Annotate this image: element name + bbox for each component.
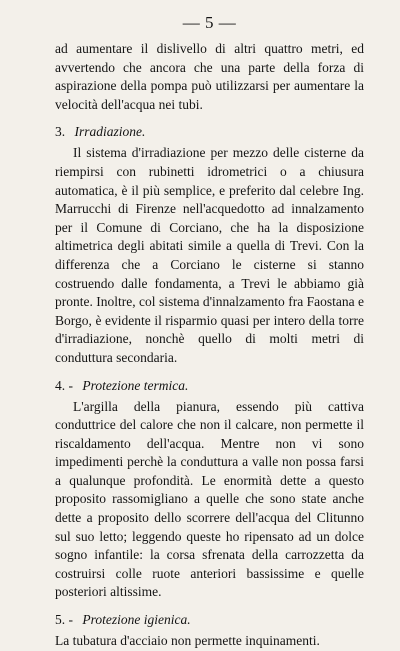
section-4-number: 4. - bbox=[55, 377, 73, 393]
section-5-title: Protezione igienica. bbox=[82, 612, 191, 628]
section-5-body: La tubatura d'acciaio non permette inquinamenti. bbox=[55, 633, 320, 649]
section-3-body: Il sistema d'irradiazione per mezzo delle cisterne da riempirsi con rubinetti idrometrici o a chiusura automatica, è il più semplice, e preferito dal celebre Ing. Marrucchi di Firenze nell'acquedotto ad innalzamento per il Comune di Corciano, che ha la disposizione altimetrica degli abitati simile a quella di Trevi. Con la differenza che a Corciano le cisterne si stanno costruendo dalle fondamenta, a Trevi le abbiamo già pronte. Inoltre, col sistema d'innalzamento fra Faostana e Borgo, è evidente il risparmio quasi per intero della torre d'irradiazione, nonchè quello di molti metri di conduttura secondaria. bbox=[55, 145, 364, 365]
page-number: — 5 — bbox=[182, 13, 237, 32]
section-5-number: 5. - bbox=[55, 612, 73, 628]
section-5-heading bbox=[55, 611, 364, 629]
intro-paragraph: ad aumentare il dislivello di altri quattro metri, ed avvertendo che ancora che una parte della forza di aspirazione della pompa può utilizzarsi per aumentare la velocità dell'acqua nei tubi. bbox=[55, 41, 364, 112]
section-4-title: Protezione termica. bbox=[82, 377, 189, 393]
section-4-body: L'argilla della pianura, essendo più cattiva conduttrice del calore che non il calcare, non permette il riscaldamento dell'acqua. Mentre non vi sono impedimenti perchè la conduttura a valle non possa farsi a qualunque profondità. Le enormità dette a questo proposito rassomigliano a quelle che sono state anche dette a proposito dello scorrere dell'acqua del Clitunno sul suo letto; leggendo queste ho ripensato ad un dolce sogno infantile: la corsa sfrenata della carrozzetta da costruirsi colle ruote anteriori bassissime e quelle posteriori altissime. bbox=[55, 398, 364, 600]
section-3-heading bbox=[55, 123, 364, 141]
section-3-number: 3. bbox=[55, 124, 66, 140]
section-3-title: Irradiazione. bbox=[74, 124, 146, 140]
section-4-heading bbox=[55, 377, 364, 395]
